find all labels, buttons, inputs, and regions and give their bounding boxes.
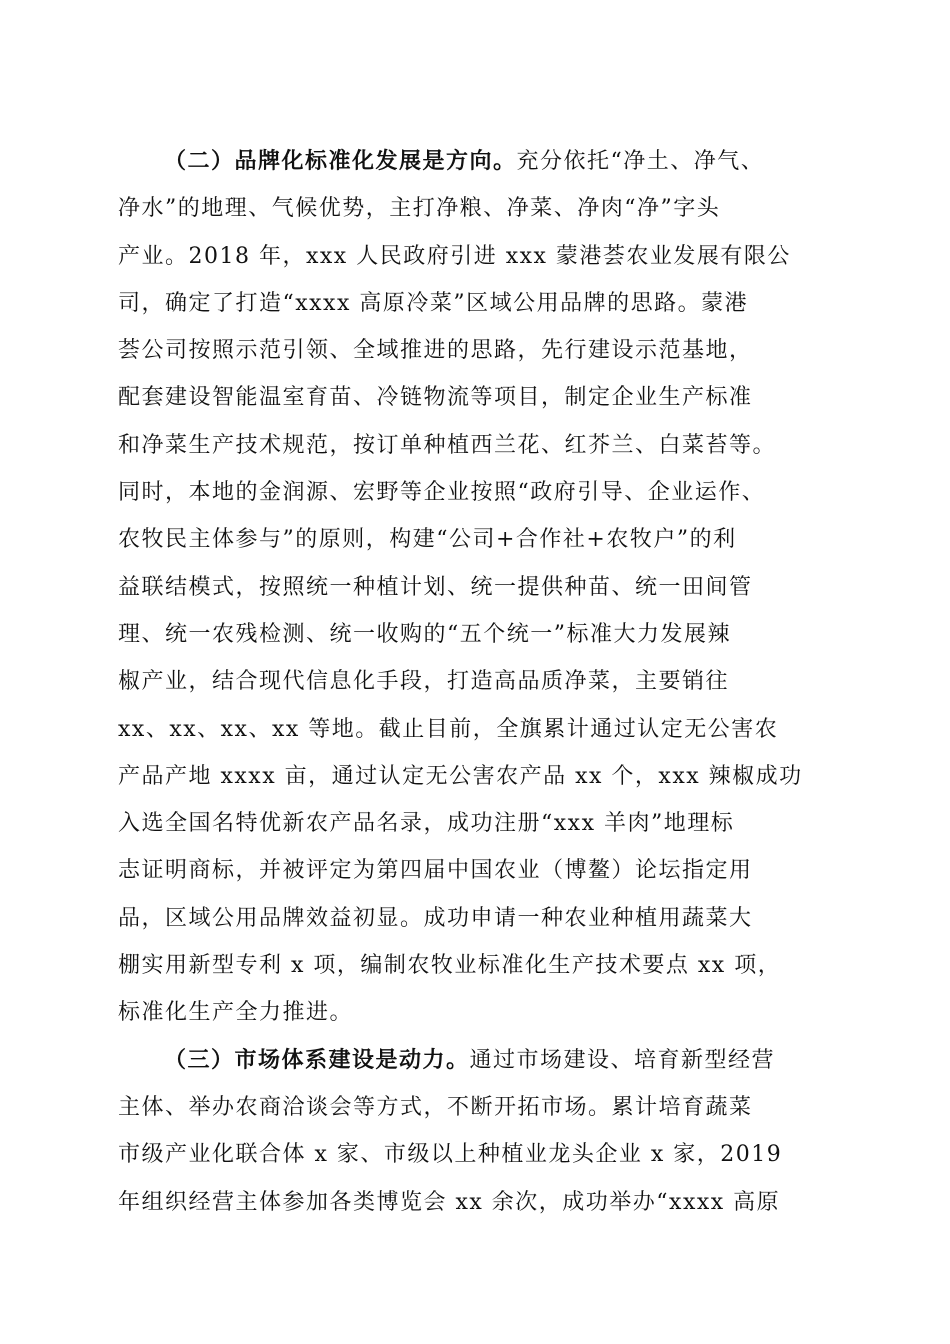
section2-line-14: 入选全国名特优新农产品名录，成功注册“xxx 羊肉”地理标 xyxy=(118,811,735,837)
section2-line-4: 荟公司按照示范引领、全域推进的思路，先行建设示范基地， xyxy=(118,338,753,364)
document-body xyxy=(118,138,848,1226)
section2-line-15: 志证明商标，并被评定为第四届中国农业（博鳌）论坛指定用 xyxy=(118,858,753,884)
section3-line-2: 市级产业化联合体 x 家、市级以上种植业龙头企业 x 家，2019 xyxy=(118,1142,783,1168)
section2-line-2: 产业。2018 年，xxx 人民政府引进 xxx 蒙港荟农业发展有限公 xyxy=(118,243,791,269)
section2-line-10: 理、统一农残检测、统一收购的“五个统一”标准大力发展辣 xyxy=(118,621,731,647)
section2-line-1: 净水”的地理、气候优势，主打净粮、净菜、净肉“净”字头 xyxy=(118,196,721,222)
section2-line-16: 品，区域公用品牌效益初显。成功申请一种农业种植用蔬菜大 xyxy=(118,905,753,931)
section3-heading: （三）市场体系建设是动力。 xyxy=(164,1046,470,1073)
section2-line-18: 标准化生产全力推进。 xyxy=(118,1000,354,1026)
section2-line-12: xx、xx、xx、xx 等地。截止目前，全旗累计通过认定无公害农 xyxy=(118,716,779,742)
section3-first-line xyxy=(118,1037,848,1084)
section2-line-5: 配套建设智能温室育苗、冷链物流等项目，制定企业生产标准 xyxy=(118,385,753,411)
section2-line-6: 和净菜生产技术规范，按订单种植西兰花、红芥兰、白菜苔等。 xyxy=(118,432,777,458)
section2-line-3: 司，确定了打造“xxxx 高原冷菜”区域公用品牌的思路。蒙港 xyxy=(118,290,749,316)
section2-heading: （二）品牌化标准化发展是方向。 xyxy=(164,148,517,174)
section2-line-0: 充分依托“净土、净气、 xyxy=(516,149,765,174)
section2-line-17: 棚实用新型专利 x 项，编制农牧业标准化生产技术要点 xx 项， xyxy=(118,953,782,979)
section2-line-11: 椒产业，结合现代信息化手段，打造高品质净菜，主要销往 xyxy=(118,669,730,695)
section3-line-1: 主体、举办农商洽谈会等方式，不断开拓市场。累计培育蔬菜 xyxy=(118,1094,753,1120)
section3-line-0: 通过市场建设、培育新型经营 xyxy=(469,1047,776,1073)
section2-line-13: 产品产地 xxxx 亩，通过认定无公害农产品 xx 个，xxx 辣椒成功 xyxy=(118,763,803,789)
section2-line-9: 益联结模式，按照统一种植计划、统一提供种苗、统一田间管 xyxy=(118,574,753,600)
section3-line-3: 年组织经营主体参加各类博览会 xx 余次，成功举办“xxxx 高原 xyxy=(118,1189,781,1215)
section2-line-8: 农牧民主体参与”的原则，构建“公司+合作社+农牧户”的利 xyxy=(118,527,737,553)
section2-line-7: 同时，本地的金润源、宏野等企业按照“政府引导、企业运作、 xyxy=(118,480,766,506)
section2-first-line xyxy=(118,138,848,185)
